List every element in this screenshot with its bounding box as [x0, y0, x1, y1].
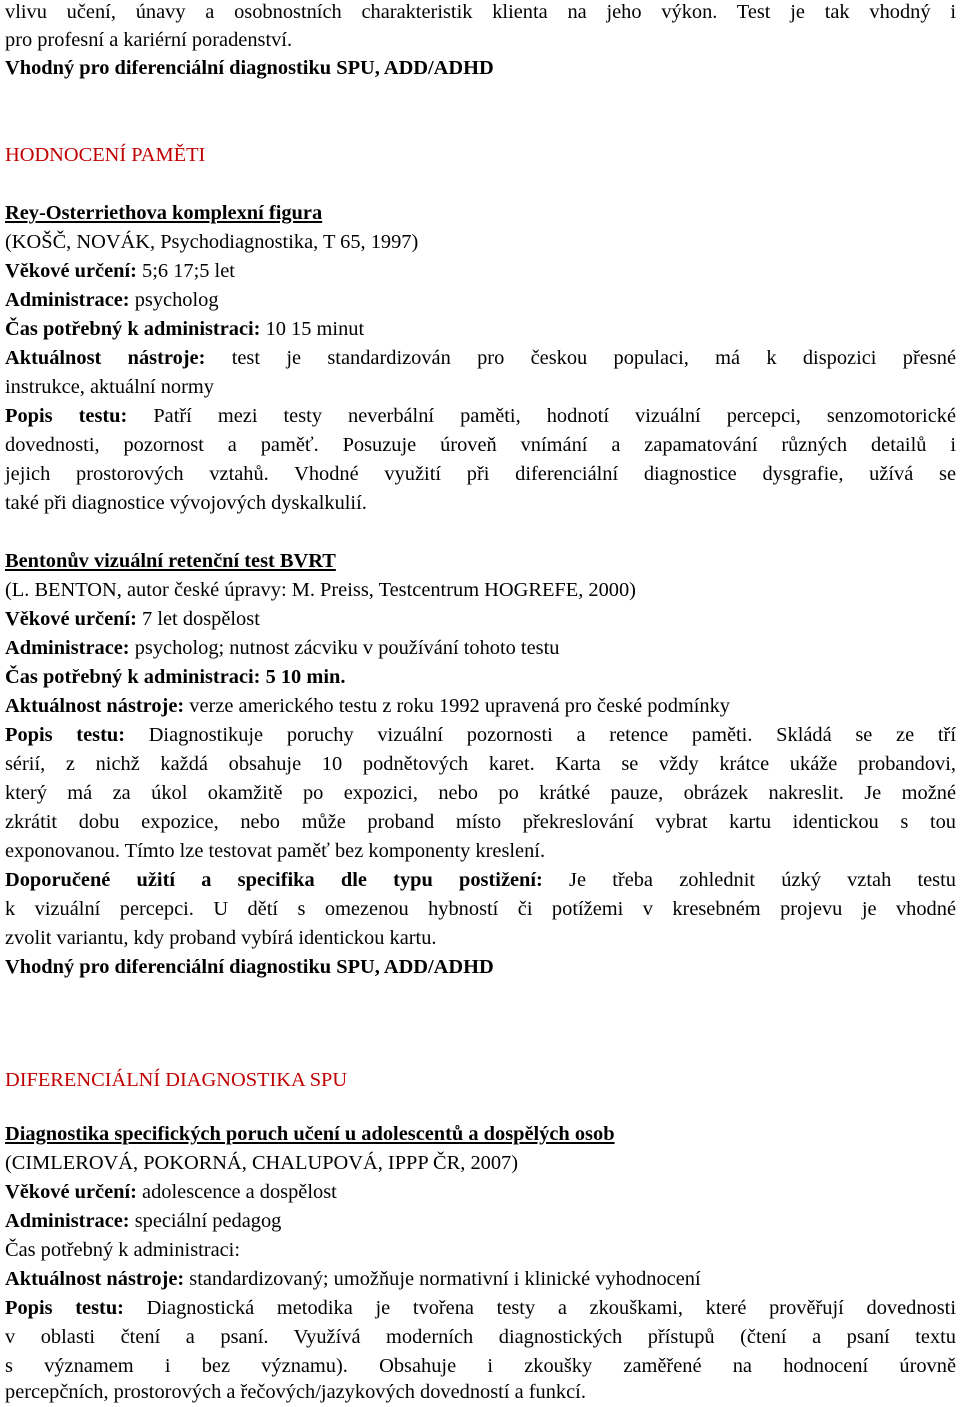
- dspu-time: [5, 1236, 240, 1264]
- rey-admin: [5, 286, 219, 314]
- dspu-desc-text-1: Diagnostická metodika je tvořena testy a zkouškami, které prověřují dovednosti: [123, 1297, 956, 1319]
- rey-desc-line-3: jejich prostorových vztahů. Vhodné využití při diferenciální diagnostice dysgrafie, užívá se: [5, 463, 956, 485]
- intro-line-2: pro profesní a kariérní poradenství.: [5, 29, 293, 51]
- dspu-actual: [5, 1265, 701, 1293]
- section-heading-spu: DIFERENCIÁLNÍ DIAGNOSTIKA SPU: [5, 1069, 348, 1091]
- bvrt-desc-line-4: zkrátit dobu expozice, nebo může proband místo překreslování vybrat kartu identickou s tou: [5, 811, 956, 833]
- dspu-age-value: adolescence a dospělost: [136, 1181, 337, 1203]
- bvrt-desc-line-1: [5, 721, 956, 749]
- bvrt-age-label: Věkové určení:: [5, 608, 137, 630]
- dspu-time-label: Čas potřebný k administraci:: [5, 1239, 241, 1261]
- bvrt-source: (L. BENTON, autor české úpravy: M. Preiss, Testcentrum HOGREFE, 2000): [5, 579, 636, 601]
- bvrt-time-label: Čas potřebný k administraci:: [5, 666, 261, 688]
- dspu-desc-line-1: [5, 1294, 956, 1322]
- dspu-desc-line-2: v oblasti čtení a psaní. Využívá moderních diagnostických přístupů (čtení a psaní textu: [5, 1326, 956, 1348]
- rey-age-value: 5;6 17;5 let: [136, 260, 235, 282]
- bvrt-admin-value: psycholog; nutnost zácviku v používání tohoto testu: [129, 637, 560, 659]
- bvrt-rec-text-1: Je třeba zohlednit úzký vztah testu: [542, 869, 956, 891]
- dspu-desc-line-4: percepčních, prostorových a řečových/jazykových dovedností a funkcí.: [5, 1381, 586, 1403]
- intro-suitable: Vhodný pro diferenciální diagnostiku SPU, ADD/ADHD: [5, 57, 494, 79]
- rey-title: Rey-Osterriethova komplexní figura: [5, 202, 323, 224]
- section-heading-memory: HODNOCENÍ PAMĚTI: [5, 144, 206, 166]
- rey-actual-line-1: [5, 344, 956, 372]
- rey-source: (KOŠČ, NOVÁK, Psychodiagnostika, T 65, 1997): [5, 231, 419, 253]
- dspu-actual-label: Aktuálnost nástroje:: [5, 1268, 185, 1290]
- bvrt-actual: [5, 692, 730, 720]
- bvrt-time-value: 5 10 min.: [260, 666, 346, 688]
- rey-actual-text-1: test je standardizován pro českou populaci, má k dispozici přesné: [205, 347, 956, 369]
- rey-time: [5, 315, 364, 343]
- bvrt-desc-label: Popis testu:: [5, 724, 125, 746]
- dspu-admin-label: Administrace:: [5, 1210, 130, 1232]
- bvrt-desc-line-5: exponovanou. Tímto lze testovat paměť bez komponenty kreslení.: [5, 840, 546, 862]
- rey-age: [5, 257, 235, 285]
- rey-desc-line-1: [5, 402, 956, 430]
- bvrt-desc-text-1: Diagnostikuje poruchy vizuální pozornosti a retence paměti. Skládá se ze tří: [125, 724, 956, 746]
- dspu-desc-label: Popis testu:: [5, 1297, 124, 1319]
- bvrt-rec-line-2: k vizuální percepci. U dětí s omezenou hybností či potížemi v kresebném projevu je vhodné: [5, 898, 956, 920]
- bvrt-title: Bentonův vizuální retenční test BVRT: [5, 550, 336, 572]
- bvrt-desc-line-2: sérií, z nichž každá obsahuje 10 podnětových karet. Karta se vždy krátce ukáže probandovi,: [5, 753, 956, 775]
- bvrt-rec-line-1: [5, 866, 956, 894]
- rey-desc-line-4: také při diagnostice vývojových dyskalkulií.: [5, 492, 367, 514]
- dspu-source: (CIMLEROVÁ, POKORNÁ, CHALUPOVÁ, IPPP ČR, 2007): [5, 1152, 519, 1174]
- bvrt-admin-label: Administrace:: [5, 637, 130, 659]
- bvrt-actual-label: Aktuálnost nástroje:: [5, 695, 185, 717]
- dspu-admin-value: speciální pedagog: [129, 1210, 282, 1232]
- bvrt-admin: [5, 634, 559, 662]
- dspu-actual-value: standardizovaný; umožňuje normativní i klinické vyhodnocení: [184, 1268, 701, 1290]
- rey-desc-line-2: dovednosti, pozornost a paměť. Posuzuje úroveň vnímání a zapamatování různých detailů i: [5, 434, 956, 456]
- rey-age-label: Věkové určení:: [5, 260, 137, 282]
- bvrt-rec-line-3: zvolit variantu, kdy proband vybírá identickou kartu.: [5, 927, 437, 949]
- rey-actual-label: Aktuálnost nástroje:: [5, 347, 206, 369]
- rey-admin-value: psycholog: [129, 289, 219, 311]
- rey-time-value: 10 15 minut: [260, 318, 365, 340]
- rey-desc-label: Popis testu:: [5, 405, 128, 427]
- dspu-title: Diagnostika specifických poruch učení u adolescentů a dospělých osob: [5, 1123, 615, 1145]
- rey-desc-text-1: Patří mezi testy neverbální paměti, hodnotí vizuální percepci, senzomotorické: [127, 405, 956, 427]
- bvrt-actual-value: verze amerického testu z roku 1992 upravená pro české podmínky: [184, 695, 731, 717]
- bvrt-suitable: Vhodný pro diferenciální diagnostiku SPU, ADD/ADHD: [5, 956, 494, 978]
- bvrt-age: [5, 605, 260, 633]
- bvrt-age-value: 7 let dospělost: [136, 608, 260, 630]
- bvrt-rec-label: Doporučené užití a specifika dle typu postižení:: [5, 869, 543, 891]
- dspu-admin: [5, 1207, 281, 1235]
- dspu-age-label: Věkové určení:: [5, 1181, 137, 1203]
- rey-time-label: Čas potřebný k administraci:: [5, 318, 261, 340]
- intro-line-1: vlivu učení, únavy a osobnostních charakteristik klienta na jeho výkon. Test je tak vhodný i: [5, 1, 956, 23]
- dspu-age: [5, 1178, 337, 1206]
- bvrt-time: [5, 663, 345, 691]
- rey-admin-label: Administrace:: [5, 289, 130, 311]
- dspu-desc-line-3: s významem i bez významu). Obsahuje i zkoušky zaměřené na hodnocení úrovně: [5, 1355, 956, 1377]
- rey-actual-line-2: instrukce, aktuální normy: [5, 376, 214, 398]
- bvrt-desc-line-3: který má za úkol okamžitě po expozici, nebo po krátké pauze, obrázek nakreslit. Je možné: [5, 782, 956, 804]
